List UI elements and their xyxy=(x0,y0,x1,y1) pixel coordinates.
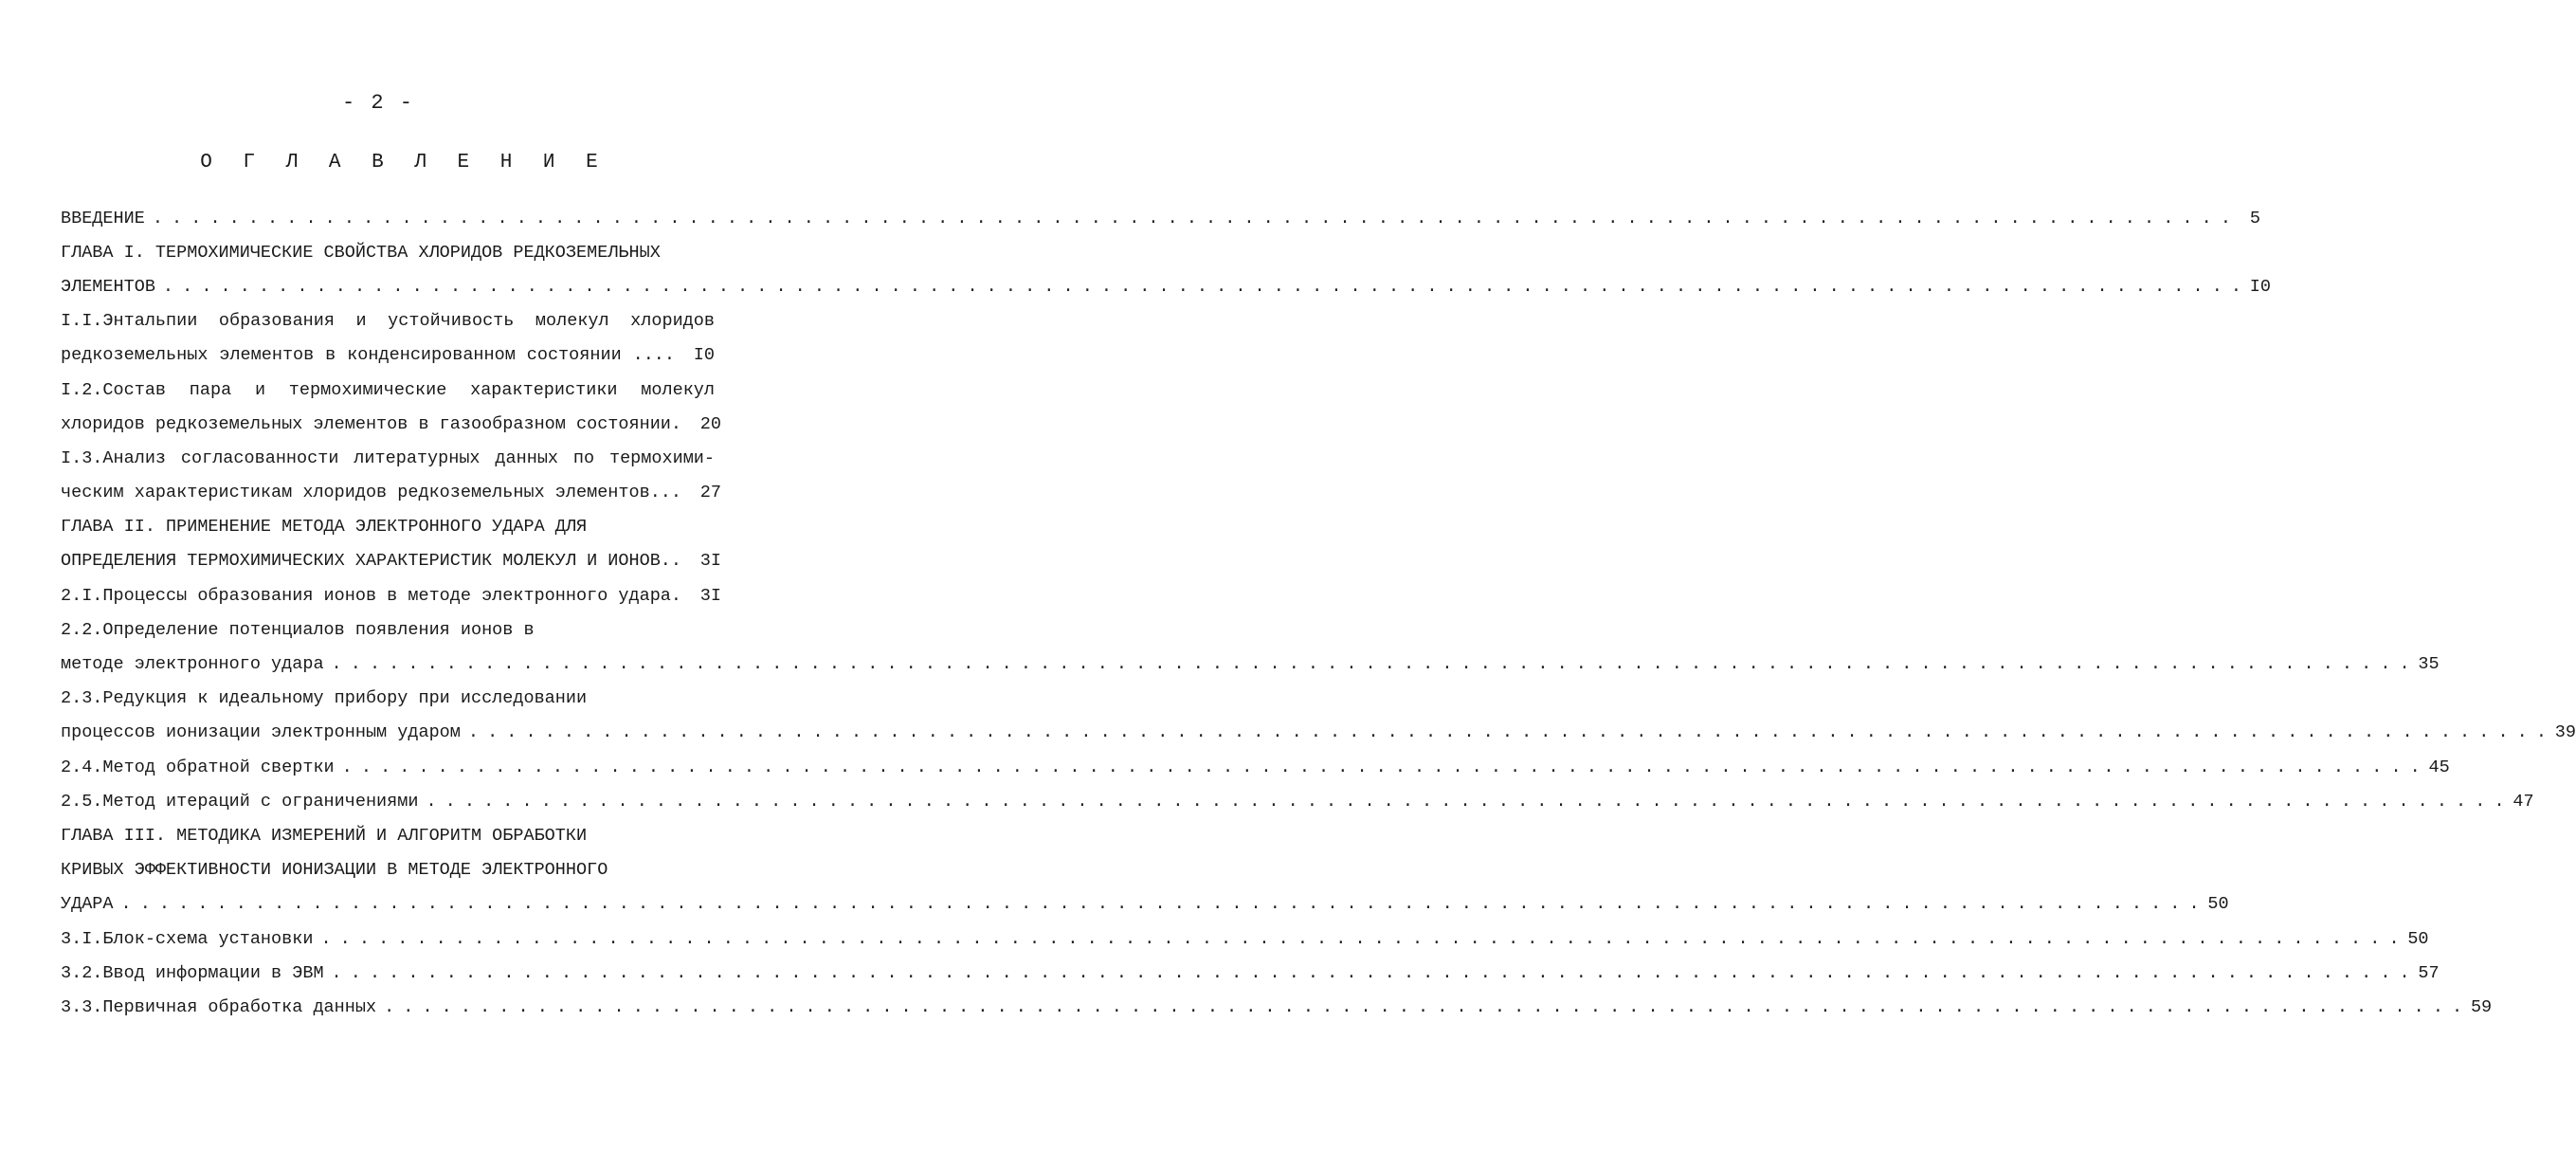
toc-entry-text: ВВЕДЕНИЕ xyxy=(61,208,145,228)
toc-entry xyxy=(61,373,715,407)
toc-entry-page: 20 xyxy=(699,413,722,434)
toc-entry-text: КРИВЫХ ЭФФЕКТИВНОСТИ ИОНИЗАЦИИ В МЕТОДЕ ЭЛЕКТРОННОГО xyxy=(61,860,608,881)
toc-entry xyxy=(61,269,2272,303)
dot-leader xyxy=(461,722,2549,742)
toc-entry-page: 5 xyxy=(2249,208,2260,228)
toc-entry xyxy=(61,647,2440,681)
toc-entry xyxy=(61,441,715,475)
dot-leader xyxy=(324,963,2413,983)
toc-entry-page: 3I xyxy=(699,585,722,606)
toc-entry-page: I0 xyxy=(2249,276,2272,297)
toc-entry-page: 3I xyxy=(699,551,722,572)
toc-entry-text: 2.2.Определение потенциалов появления ионов в xyxy=(61,619,535,640)
toc-entry xyxy=(61,510,715,544)
toc-entry xyxy=(61,338,715,373)
toc-entry-page: 59 xyxy=(2470,996,2493,1017)
page-number: - 2 - xyxy=(341,91,414,115)
dot-leader xyxy=(155,277,2244,297)
toc-entry-text: I.3.Анализ согласованности литературных данных по термохими- xyxy=(61,447,715,468)
toc-entry-text: хлоридов редкоземельных элементов в газообразном состоянии. xyxy=(61,413,682,434)
toc-entry-text: УДАРА xyxy=(61,894,114,915)
toc-entry-page: 45 xyxy=(2428,757,2450,777)
toc-entry-text: 3.3.Первичная обработка данных xyxy=(61,996,377,1017)
dot-leader xyxy=(145,209,2234,228)
toc-entry-text: ческим характеристикам хлоридов редкоземельных элементов... xyxy=(61,483,682,503)
toc-entry xyxy=(61,476,722,510)
toc-entry xyxy=(61,956,2440,990)
toc-entry xyxy=(61,887,2229,922)
toc-entry-text: методе электронного удара xyxy=(61,654,324,675)
toc-entry-text: процессов ионизации электронным ударом xyxy=(61,722,461,743)
toc-entry-page: 47 xyxy=(2513,791,2534,812)
dot-leader xyxy=(324,654,2413,674)
toc-entry-page: 27 xyxy=(699,483,722,503)
dot-leader xyxy=(376,997,2465,1017)
toc-entry xyxy=(61,612,715,647)
toc-entry-text: ОПРЕДЕЛЕНИЯ ТЕРМОХИМИЧЕСКИХ ХАРАКТЕРИСТИК МОЛЕКУЛ И ИОНОВ.. xyxy=(61,551,682,572)
toc-entry-text: ЭЛЕМЕНТОВ xyxy=(61,276,155,297)
toc-entry-text: 2.3.Редукция к идеальному прибору при исследовании xyxy=(61,688,588,709)
toc-entry-text: 3.I.Блок-схема установки xyxy=(61,928,314,949)
toc-entry-text: 3.2.Ввод информации в ЭВМ xyxy=(61,962,324,983)
toc-entry-text: ГЛАВА II. ПРИМЕНЕНИЕ МЕТОДА ЭЛЕКТРОННОГО УДАРА ДЛЯ xyxy=(61,517,588,538)
toc-entry xyxy=(61,235,715,269)
toc-entry-text: 2.I.Процессы образования ионов в методе электронного удара. xyxy=(61,585,682,606)
toc-entry-text: редкоземельных элементов в конденсированном состоянии .... xyxy=(61,345,675,366)
toc-entry-text: ГЛАВА I. ТЕРМОХИМИЧЕСКИЕ СВОЙСТВА ХЛОРИДОВ РЕДКОЗЕМЕЛЬНЫХ xyxy=(61,242,661,263)
toc-entry xyxy=(61,201,2260,235)
toc-entry-text: 2.5.Метод итераций с ограничениями xyxy=(61,791,419,812)
toc-entry xyxy=(61,784,2534,818)
toc-entry-page: I0 xyxy=(693,345,715,366)
toc-entry-page: 57 xyxy=(2418,962,2440,983)
toc-entry-page: 50 xyxy=(2407,928,2429,949)
dot-leader xyxy=(313,929,2402,949)
dot-leader xyxy=(335,758,2423,777)
toc-entry xyxy=(61,407,722,441)
dot-leader xyxy=(114,894,2203,914)
toc-entry xyxy=(61,750,2450,784)
toc-entry-page: 35 xyxy=(2418,654,2440,675)
toc-entry xyxy=(61,578,722,612)
toc-entry xyxy=(61,818,715,852)
toc-entry xyxy=(61,304,715,338)
toc-entry xyxy=(61,716,2576,750)
toc-entry xyxy=(61,682,715,716)
toc-entry xyxy=(61,990,2493,1024)
toc-entry-page: 39 xyxy=(2554,722,2576,743)
toc-entry xyxy=(61,853,715,887)
table-of-contents xyxy=(61,201,2576,1025)
toc-title: О Г Л А В Л Е Н И Е xyxy=(200,152,608,173)
toc-entry-text: 2.4.Метод обратной свертки xyxy=(61,757,335,777)
dot-leader xyxy=(418,792,2507,812)
toc-entry-text: ГЛАВА III. МЕТОДИКА ИЗМЕРЕНИЙ И АЛГОРИТМ ОБРАБОТКИ xyxy=(61,825,588,846)
toc-entry xyxy=(61,922,2429,956)
toc-entry-text: I.2.Состав пара и термохимические характеристики молекул xyxy=(61,379,715,400)
toc-entry xyxy=(61,544,722,578)
toc-entry-text: I.I.Энтальпии образования и устойчивость молекул хлоридов xyxy=(61,311,715,332)
toc-entry-page: 50 xyxy=(2207,894,2229,915)
